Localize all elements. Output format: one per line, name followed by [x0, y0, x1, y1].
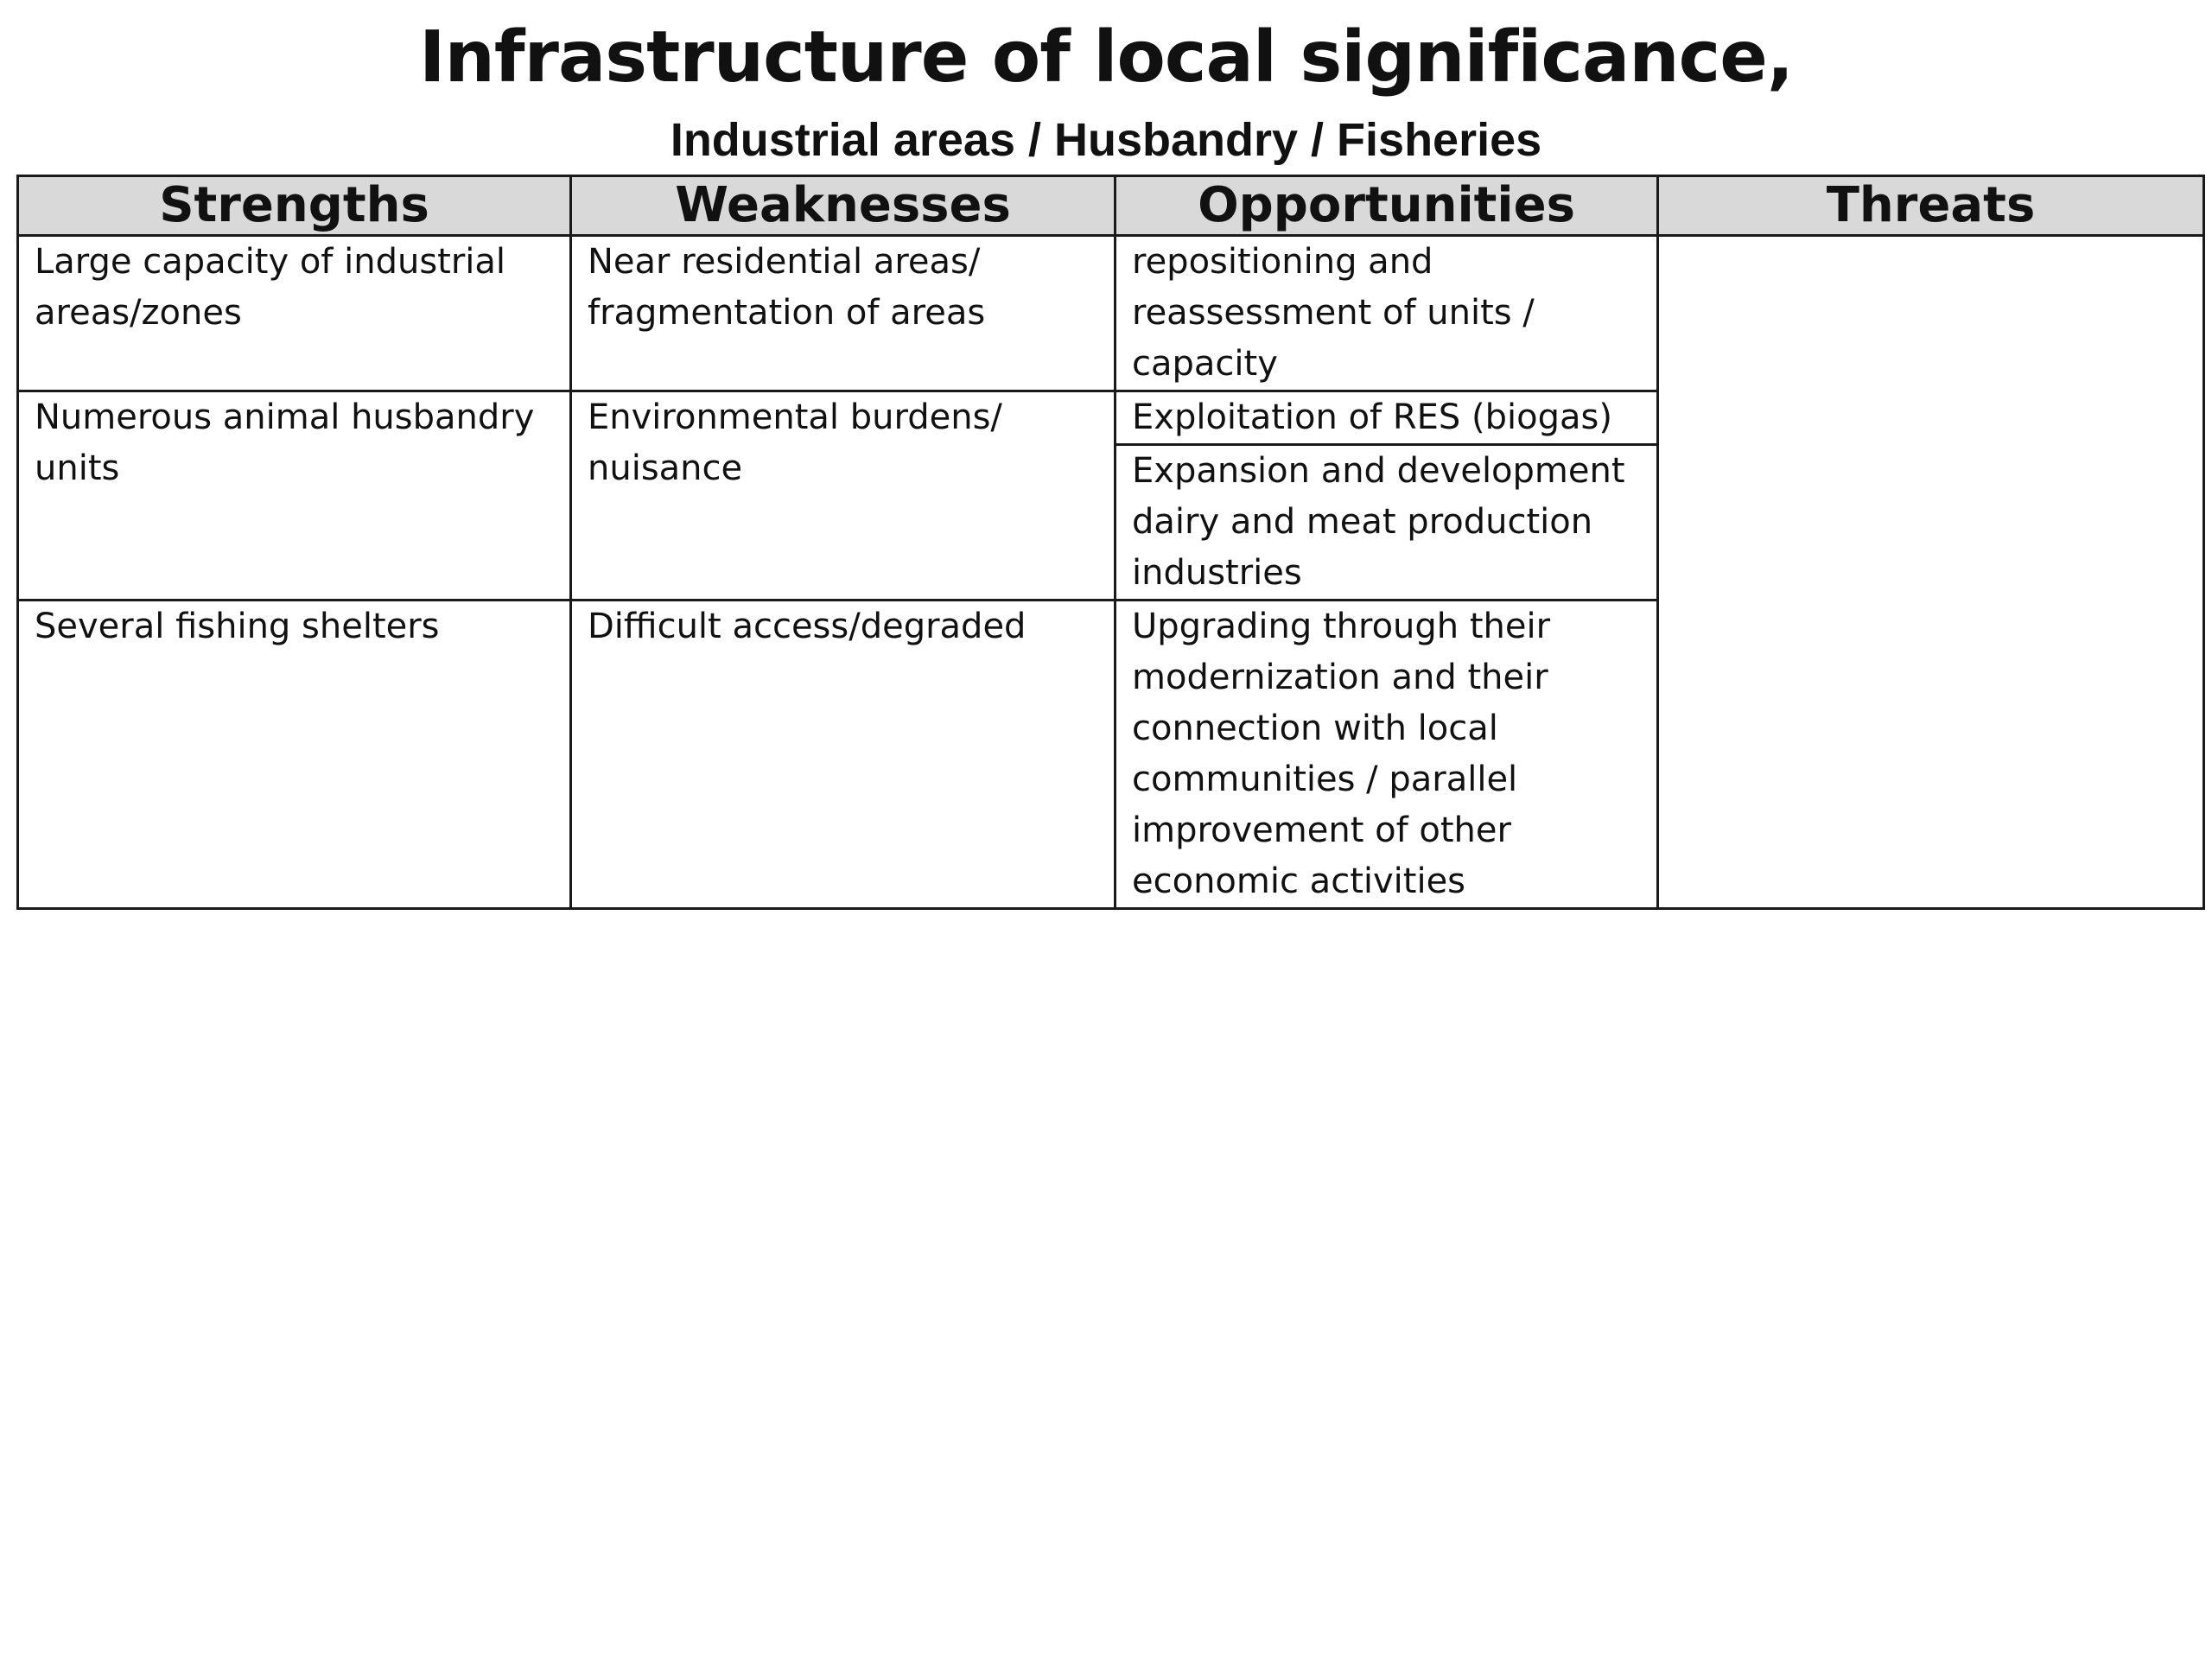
opportunity-cell: Exploitation of RES (biogas)	[1116, 391, 1658, 445]
strength-cell: Several fishing shelters	[18, 601, 571, 909]
weakness-cell: Environmental burdens/ nuisance	[571, 391, 1116, 601]
header-opportunities: Opportunities	[1116, 176, 1658, 236]
strength-cell: Numerous animal husbandry units	[18, 391, 571, 601]
opportunity-cell: Expansion and development dairy and meat production industries	[1116, 445, 1658, 601]
threats-cell	[1658, 236, 2204, 909]
header-weaknesses: Weaknesses	[571, 176, 1116, 236]
weakness-cell: Near residential areas/ fragmentation of areas	[571, 236, 1116, 391]
opportunity-cell: Upgrading through their modernization and their connection with local communities / parallel improvement of other economic activities	[1116, 601, 1658, 909]
weakness-cell: Difficult access/degraded	[571, 601, 1116, 909]
swot-table	[16, 175, 2205, 910]
page-title: Infrastructure of local significance,	[418, 16, 1794, 99]
header-row	[18, 176, 2204, 236]
page-subtitle: Industrial areas / Husbandry / Fisheries	[670, 114, 1542, 166]
table-row	[18, 236, 2204, 391]
strength-cell: Large capacity of industrial areas/zones	[18, 236, 571, 391]
opportunity-cell: repositioning and reassessment of units / capacity	[1116, 236, 1658, 391]
header-threats: Threats	[1658, 176, 2204, 236]
header-strengths: Strengths	[18, 176, 571, 236]
